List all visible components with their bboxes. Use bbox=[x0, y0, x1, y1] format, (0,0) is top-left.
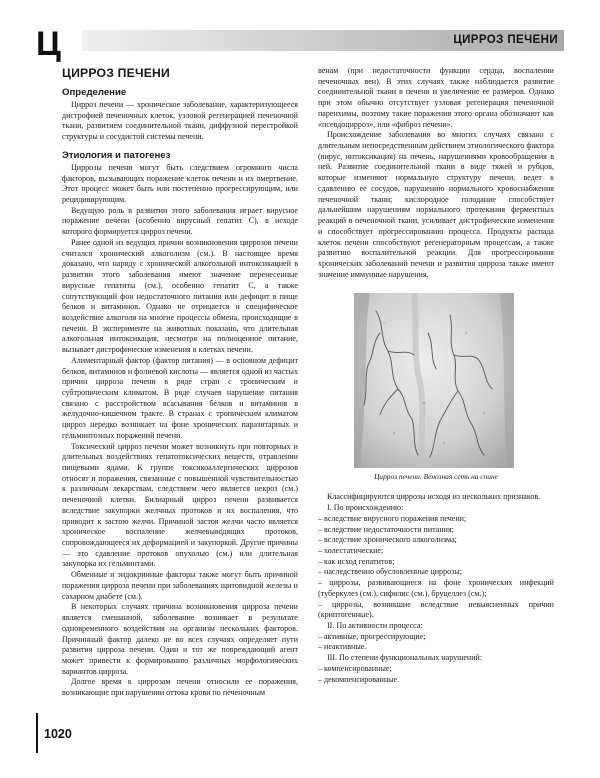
definition-heading: Определение bbox=[62, 87, 127, 98]
body-paragraph: Долгое время к циррозам печени относили ее поражения, возникающие при нарушении оттока крови по печеночным bbox=[62, 677, 298, 698]
classification-item: – холестатические; bbox=[318, 545, 384, 555]
page-number: 1020 bbox=[44, 727, 72, 741]
classification-item: – вследствие хронического алкоголизма; bbox=[318, 535, 457, 545]
classification-intro: Классифицируются циррозы исходя из нескольких признаков. bbox=[327, 492, 541, 502]
body-paragraph: Токсический цирроз печени может возникнуть при повторных и длительных воздействиях гепатотоксических веществ, отравлении пищевыми ядами. К группе токсикоаллергических циррозов относят и поражения, связанные с повышенной чувствительностью к различным лекарствам, следствием чего является некроз (см.) печеночной клетки. Билиарный цирроз печени развивается вследствие закупорки желчных протоков и их воспаления, что приводит к застою желчи. Причиной застоя желчи часто является хроническое воспаление желчевыводящих протоков, сопровождающееся их деформацией и закупоркой. Другие причины — это сдавление протоков опухолью (см.) или длительная закупорка их гельминтами. bbox=[62, 441, 298, 569]
body-paragraph: Ведущую роль в развитии этого заболевания играет вирусное поражение печени (особенно вирусный гепатит С), в исходе которого формируется цирроз печени. bbox=[62, 205, 298, 237]
classification-item: – циррозы, возникшие вследствие невыясненных причин (криптогенные). bbox=[318, 599, 554, 620]
body-paragraph: Обменные и эндокринные факторы также могут быть причиной поражения цирроза печени при заболеваниях щитовидной железы и сахарном диабете (см.). bbox=[62, 570, 298, 601]
running-header-bar bbox=[82, 30, 564, 51]
etiology-heading: Этиология и патогенез bbox=[62, 149, 171, 161]
classification-item: – наследственно обусловленные циррозы; bbox=[318, 567, 462, 577]
body-paragraph: Ранее одной из ведущих причин возникновения циррозов печени считался хронический алкоголизм (см.). В настоящее время доказано, что наряду с хронической алкогольной интоксикацией в развитии этого заболевания имеют значение перенесенные вирусные гепатиты (см.), особенно гепатит С, а также сопутствующий фон недостаточного питания или дефицит в пище белков и витаминов. Однако не отрицается и специфическое воздействие алкоголя на многие процессы обмена, происходящие в печени. В эксперименте на животных показано, что длительная алкогольная интоксикация, несмотря на полноценное питание, вызывает дистрофические изменения в клетках печени. bbox=[62, 237, 298, 355]
body-paragraph: венам (при недостаточности функции сердца, воспалении печеночных вен). В этих случаях также наблюдается развитие соединительной ткани в печени и увеличение ее размеров. Однако при этом обычно отсутствует узловая регенерация печеночной паренхимы, поэтому такие поражения этого органа обозначают как «псевдоцирроз», или «фиброз печени». bbox=[318, 66, 554, 129]
definition-paragraph: Цирроз печени — хроническое заболевание, характеризующееся дистрофией печеночных клеток, узловой регенерацией печеночной ткани, развитием соединительной ткани, диффузной перестройкой структуры и сосудистой системы печени. bbox=[62, 100, 298, 142]
classification-item: – вследствие недостаточности питания; bbox=[318, 524, 454, 534]
classification-group-heading: II. По активности процесса: bbox=[327, 621, 423, 630]
venous-network-photo bbox=[354, 293, 514, 468]
classification-item: – неактивные. bbox=[318, 642, 367, 652]
classification-group-heading: I. По происхождению: bbox=[327, 503, 404, 513]
classification-item: – вследствие вирусного поражения печени; bbox=[318, 513, 467, 523]
section-letter: Ц bbox=[36, 22, 82, 66]
article-title: ЦИРРОЗ ПЕЧЕНИ bbox=[62, 66, 171, 80]
running-title: ЦИРРОЗ ПЕЧЕНИ bbox=[453, 34, 558, 46]
left-column bbox=[62, 66, 298, 699]
classification-item: – компенсированные; bbox=[318, 663, 392, 673]
body-paragraph: Циррозы печени могут быть следствием огромного числа факторов, вызывающих поражение клеток печени и их омертвение. Этот процесс может быть или постепенно прогрессирующим, или рецидивирующим. bbox=[62, 162, 298, 205]
figure-photo bbox=[354, 293, 514, 468]
classification-item: – как исход гепатитов; bbox=[318, 556, 395, 566]
classification-group-heading: III. По степени функциональных нарушений: bbox=[327, 653, 483, 663]
body-paragraph: Происхождение заболевания во многих случаях связано с длительным непосредственным действием этиологического фактора (вирус, интоксикация) на печень, нарушениями кровообращения в ней. Развитие соединительной ткани в виде тяжей и рубцов, которые изменяют нормальную структуру печени, ведет к сдавлению ее сосудов, нарушению нормального кровоснабжения печеночной ткани; кислородное голодание способствует дальнейшим нарушениям нормального протекания ферментных реакций в печеночной ткани, усиливает дистрофические изменения и способствует прогрессированию процесса. Продукты распада клеток печени способствуют регенераторным процессам, а также развитию воспалительной реакции. Для прогрессирования хронических заболеваний печени и развития цирроза также имеют значение иммунные нарушения. bbox=[318, 130, 554, 279]
classification-item: – декомпенсированные. bbox=[318, 674, 400, 684]
body-paragraph: Алиментарный фактор (фактор питания) — в основном дефицит белков, витаминов и фолиевой кислоты — является одной из частых причин цирроза печени в ряде стран с тропическим и субтропическим климатом. В ряде случаев нарушение питания связано с расстройством всасывания белков и витаминов в желудочно-кишечном тракте. В странах с тропическим климатом цирроз нередко возникает на фоне хронических паразитарных и гельминтозных поражений печени. bbox=[62, 355, 298, 440]
classification-item: – активные, прогрессирующие; bbox=[318, 631, 426, 641]
folio-rule bbox=[36, 713, 38, 753]
classification-list bbox=[318, 503, 554, 685]
figure-caption: Цирроз печени. Венозная сеть на спине bbox=[374, 472, 498, 482]
body-paragraph: В некоторых случаях причина возникновения цирроза печени является смешанной, заболевание возникает в результате одновременного воздействия на организм нескольких факторов. Причинный фактор далеко не во всех случаях определяет пути развития цирроза печени. Один и тот же повреждающий агент может привести к формированию различных морфологических вариантов цирроза. bbox=[62, 602, 298, 676]
right-column bbox=[318, 66, 554, 685]
classification-item: – циррозы, развивающиеся на фоне хронических инфекций (туберкулез (см.), сифилис (см.), бруцеллез (см.); bbox=[318, 578, 554, 598]
